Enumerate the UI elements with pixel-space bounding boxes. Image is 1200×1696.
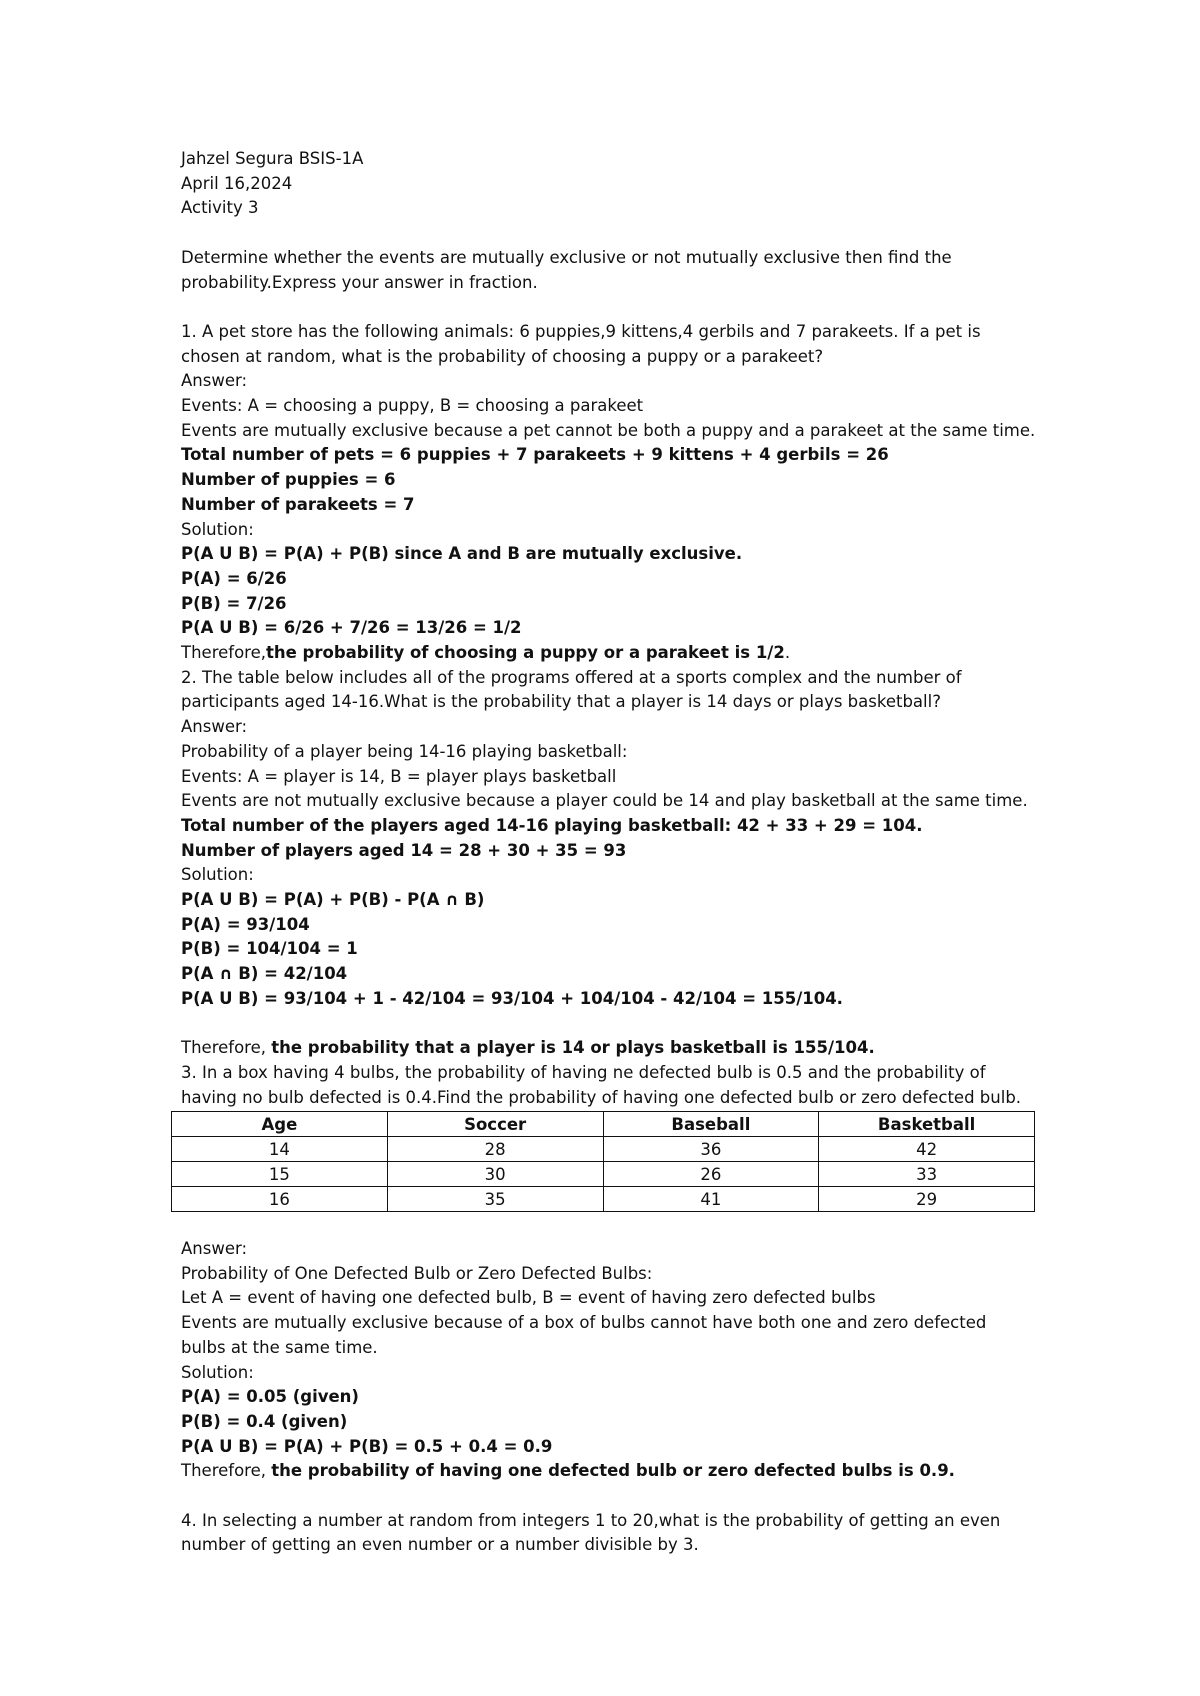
q3-events: Let A = event of having one defected bulb, B = event of having zero defected bulbs bbox=[181, 1288, 876, 1308]
table-cell: 30 bbox=[387, 1162, 603, 1187]
q2-question: participants aged 14-16.What is the probability that a player is 14 days or plays basketball? bbox=[181, 692, 941, 712]
q1-pa: P(A) = 6/26 bbox=[181, 568, 287, 588]
table-header-cell: Basketball bbox=[819, 1112, 1035, 1137]
date-line: April 16,2024 bbox=[181, 173, 293, 193]
q3-conclusion bbox=[181, 1459, 1041, 1484]
q2-aged14: Number of players aged 14 = 28 + 30 + 35 = 93 bbox=[181, 840, 627, 860]
table-cell: 26 bbox=[603, 1162, 819, 1187]
q2-events: Events: A = player is 14, B = player plays basketball bbox=[181, 766, 617, 786]
q1-pab: P(A U B) = 6/26 + 7/26 = 13/26 = 1/2 bbox=[181, 618, 522, 638]
q4-question: 4. In selecting a number at random from integers 1 to 20,what is the probability of getting an even bbox=[181, 1510, 1001, 1530]
q1-parakeets: Number of parakeets = 7 bbox=[181, 494, 415, 514]
q2-pab: P(A U B) = 93/104 + 1 - 42/104 = 93/104 + 104/104 - 42/104 = 155/104. bbox=[181, 988, 843, 1008]
q3-subtitle: Probability of One Defected Bulb or Zero Defected Bulbs: bbox=[181, 1263, 653, 1283]
q2-conclusion-prefix: Therefore, bbox=[181, 1038, 272, 1058]
q2-exclusivity: Events are not mutually exclusive because a player could be 14 and play basketball at the same time. bbox=[181, 791, 1028, 811]
table-cell: 14 bbox=[172, 1137, 388, 1162]
q2-subtitle: Probability of a player being 14-16 playing basketball: bbox=[181, 741, 628, 761]
table-row bbox=[172, 1137, 1035, 1162]
q1-answer-label: Answer: bbox=[181, 371, 248, 391]
table-row bbox=[172, 1162, 1035, 1187]
q1-conclusion bbox=[181, 641, 1041, 666]
q2-total: Total number of the players aged 14-16 playing basketball: 42 + 33 + 29 = 104. bbox=[181, 815, 923, 835]
table-row bbox=[172, 1187, 1035, 1212]
q3-exclusivity: Events are mutually exclusive because of a box of bulbs cannot have both one and zero defected bbox=[181, 1313, 987, 1333]
table-cell: 41 bbox=[603, 1187, 819, 1212]
instructions-line: probability.Express your answer in fraction. bbox=[181, 272, 538, 292]
table-cell: 16 bbox=[172, 1187, 388, 1212]
q1-formula: P(A U B) = P(A) + P(B) since A and B are mutually exclusive. bbox=[181, 544, 743, 564]
q3-pb: P(B) = 0.4 (given) bbox=[181, 1411, 348, 1431]
table-header-cell: Soccer bbox=[387, 1112, 603, 1137]
table-cell: 42 bbox=[819, 1137, 1035, 1162]
q2-answer-label: Answer: bbox=[181, 717, 248, 737]
q3-conclusion-bold: the probability of having one defected bulb or zero defected bulbs is 0.9. bbox=[271, 1461, 955, 1481]
q3-conclusion-prefix: Therefore, bbox=[181, 1461, 272, 1481]
q2-pa: P(A) = 93/104 bbox=[181, 914, 310, 934]
q2-formula: P(A U B) = P(A) + P(B) - P(A ∩ B) bbox=[181, 890, 485, 910]
q1-pb: P(B) = 7/26 bbox=[181, 593, 287, 613]
q3-answer-label: Answer: bbox=[181, 1239, 248, 1259]
q2-pab-intersection: P(A ∩ B) = 42/104 bbox=[181, 964, 348, 984]
q1-solution-label: Solution: bbox=[181, 519, 254, 539]
q3-question: 3. In a box having 4 bulbs, the probability of having ne defected bulb is 0.5 and the probability of bbox=[181, 1062, 986, 1082]
student-name: Jahzel Segura BSIS-1A bbox=[181, 149, 364, 168]
q1-conclusion-bold: the probability of choosing a puppy or a parakeet is 1/2 bbox=[265, 643, 785, 663]
q1-conclusion-suffix: . bbox=[784, 643, 791, 663]
table-header-row bbox=[172, 1112, 1035, 1137]
q1-exclusivity: Events are mutually exclusive because a pet cannot be both a puppy and a parakeet at the same time. bbox=[181, 420, 1036, 440]
table-header-cell: Baseball bbox=[603, 1112, 819, 1137]
q3-pa: P(A) = 0.05 (given) bbox=[181, 1387, 359, 1407]
q4-question: number of getting an even number or a number divisible by 3. bbox=[181, 1535, 699, 1555]
sports-table bbox=[171, 1111, 1035, 1212]
document-body bbox=[181, 147, 1041, 1558]
q2-conclusion-bold: the probability that a player is 14 or plays basketball is 155/104. bbox=[271, 1038, 875, 1058]
table-cell: 29 bbox=[819, 1187, 1035, 1212]
q3-question: having no bulb defected is 0.4.Find the probability of having one defected bulb or zero defected bulb. bbox=[181, 1087, 1022, 1107]
q2-conclusion bbox=[181, 1036, 1041, 1061]
table-cell: 28 bbox=[387, 1137, 603, 1162]
q1-question: 1. A pet store has the following animals: 6 puppies,9 kittens,4 gerbils and 7 parakeets. If a pet is bbox=[181, 321, 981, 341]
q2-pb: P(B) = 104/104 = 1 bbox=[181, 939, 358, 959]
q3-solution-label: Solution: bbox=[181, 1362, 254, 1382]
q2-solution-label: Solution: bbox=[181, 865, 254, 885]
instructions-line: Determine whether the events are mutually exclusive or not mutually exclusive then find the bbox=[181, 247, 952, 267]
table-cell: 33 bbox=[819, 1162, 1035, 1187]
q3-pab: P(A U B) = P(A) + P(B) = 0.5 + 0.4 = 0.9 bbox=[181, 1436, 553, 1456]
q1-events: Events: A = choosing a puppy, B = choosing a parakeet bbox=[181, 396, 644, 415]
q1-question: chosen at random, what is the probability of choosing a puppy or a parakeet? bbox=[181, 346, 824, 366]
activity-title: Activity 3 bbox=[181, 198, 259, 218]
table-header-cell: Age bbox=[172, 1112, 388, 1137]
q1-puppies: Number of puppies = 6 bbox=[181, 470, 396, 490]
q1-conclusion-prefix: Therefore, bbox=[181, 643, 266, 663]
q3-exclusivity: bulbs at the same time. bbox=[181, 1337, 378, 1357]
table-cell: 35 bbox=[387, 1187, 603, 1212]
table-cell: 15 bbox=[172, 1162, 388, 1187]
q1-total: Total number of pets = 6 puppies + 7 parakeets + 9 kittens + 4 gerbils = 26 bbox=[181, 445, 889, 465]
q2-question: 2. The table below includes all of the programs offered at a sports complex and the number of bbox=[181, 667, 962, 687]
table-cell: 36 bbox=[603, 1137, 819, 1162]
